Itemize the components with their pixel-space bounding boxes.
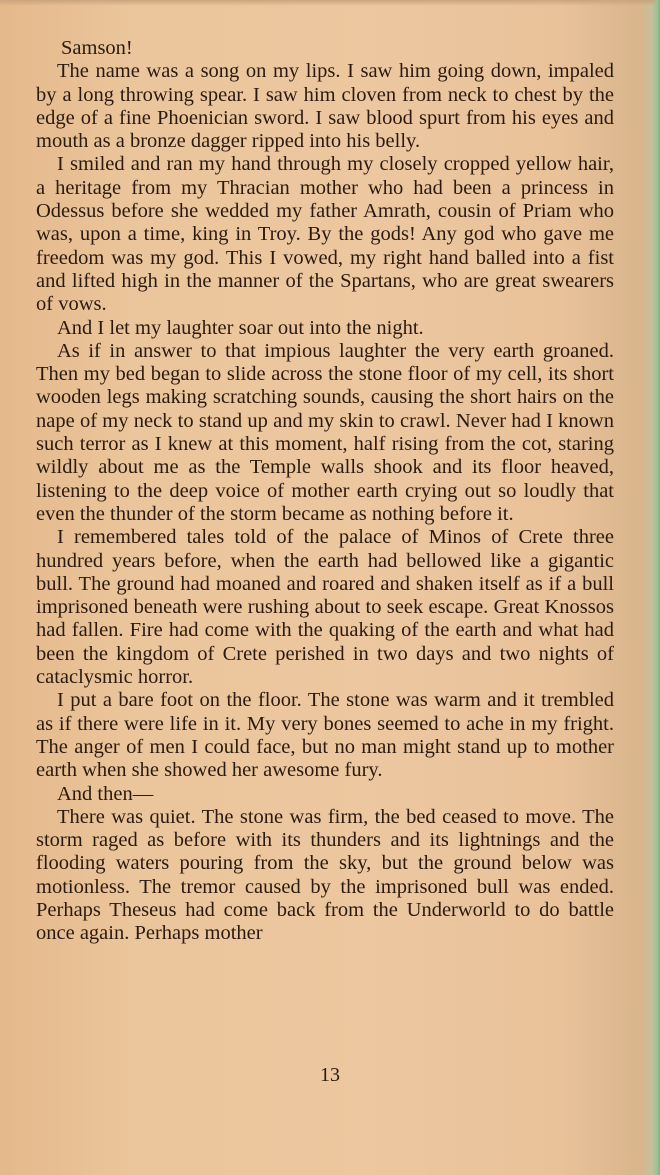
paragraph-8: And then—: [57, 782, 154, 805]
paragraph-7: I put a bare foot on the floor. The stone was warm and it trembled as if there were life in it. My very bones seemed to ache in my fright. The anger of men I could face, but no man might stand up to mother earth when she showed her awesome fury.: [36, 689, 614, 782]
paragraph-3: I smiled and ran my hand through my closely cropped yellow hair, a heritage from my Thracian mother who had been a princess in Odessus before she wedded my father Amrath, cousin of Priam who was, upon a time, king in Troy. By the gods! Any god who gave me freedom was my god. This I vowed, my right hand balled into a fist and lifted high in the manner of the Spartans, who are great swearers of vows.: [36, 153, 614, 316]
paragraph-2: The name was a song on my lips. I saw him going down, impaled by a long throwing spear. I saw him cloven from neck to chest by the edge of a fine Phoenician sword. I saw blood spurt from his eyes and mouth as a bronze dagger ripped into his belly.: [36, 60, 614, 153]
paragraph-9: There was quiet. The stone was firm, the bed ceased to move. The storm raged as before with its thunders and its lightnings and the flooding waters pouring from the sky, but the ground below was motionless. The tremor caused by the imprisoned bull was ended. Perhaps Theseus had come back from the Underworld to do battle once again. Perhaps mother: [36, 805, 614, 945]
paragraph-1: Samson!: [61, 37, 133, 59]
page-number: 13: [320, 1064, 340, 1086]
paragraph-5: As if in answer to that impious laughter the very earth groaned. Then my bed began to slide across the stone floor of my cell, its short wooden legs making scratching sounds, causing the short hairs on the nape of my neck to stand up and my skin to crawl. Never had I known such terror as I knew at this moment, half rising from the cot, staring wildly about me as the Temple walls shook and its floor heaved, listening to the deep voice of mother earth crying out so loudly that even the thunder of the storm became as nothing before it.: [36, 339, 614, 525]
paragraph-4: And I let my laughter soar out into the night.: [57, 316, 424, 339]
paragraph-6: I remembered tales told of the palace of Minos of Crete three hundred years before, when the earth had bellowed like a gigantic bull. The ground had moaned and roared and shaken itself as if a bull imprisoned beneath were rushing about to seek escape. Great Knossos had fallen. Fire had come with the quaking of the earth and what had been the kingdom of Crete perished in two days and two nights of cataclysmic horror.: [36, 526, 614, 689]
body-text: [36, 37, 614, 946]
page-top-edge: [0, 0, 660, 6]
page-right-edge: [652, 0, 660, 1175]
